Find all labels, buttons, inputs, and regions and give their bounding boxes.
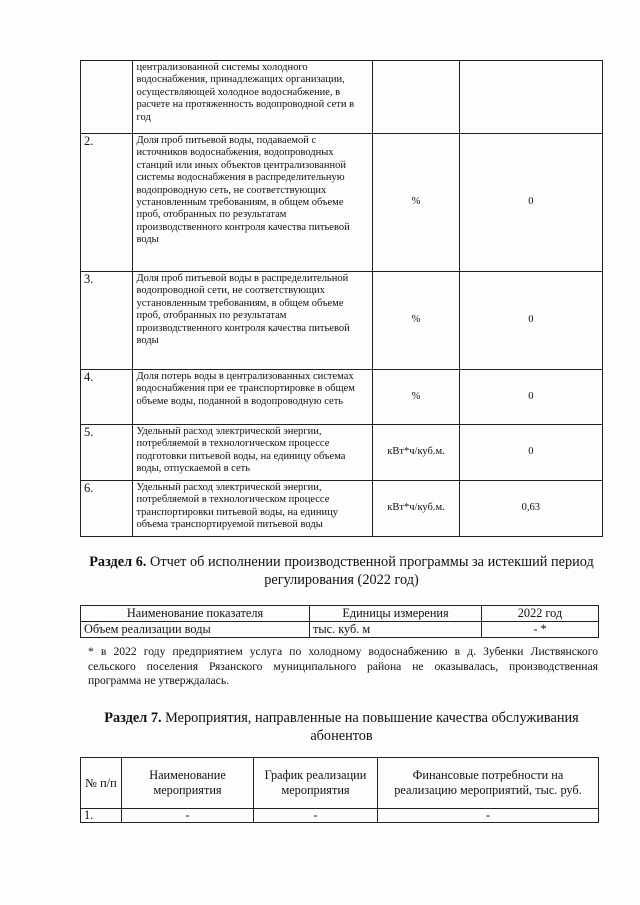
indicator-value: 0 <box>459 370 602 425</box>
header-year: 2022 год <box>482 606 599 622</box>
header-financial-needs: Финансовые потребности на реализацию мероприятий, тыс. руб. <box>378 758 599 809</box>
indicator-value <box>459 61 602 134</box>
row-number: 6. <box>81 481 133 537</box>
cell-number: 1. <box>81 809 122 823</box>
activities-table <box>80 757 599 823</box>
row-number <box>81 61 133 134</box>
header-units: Единицы измерения <box>310 606 482 622</box>
header-number: № п/п <box>81 758 122 809</box>
row-number: 2. <box>81 134 133 272</box>
indicators-table <box>80 60 603 537</box>
row-number: 4. <box>81 370 133 425</box>
header-schedule: График реализации мероприятия <box>254 758 378 809</box>
section-6-title: Отчет об исполнении производственной программы за истекший период регулирования (2022 год) <box>150 554 594 588</box>
indicator-name: Удельный расход электрической энергии, потребляемой в технологическом процессе транспортировки питьевой воды, на единицу объема транспортируемой питьевой воды <box>133 481 373 537</box>
cell-units: тыс. куб. м <box>310 622 482 638</box>
footnote: * в 2022 году предприятием услуга по холодному водоснабжению в д. Зубенки Листвянского сельского поселения Рязанского муниципального района не оказывалась, производственная программа не утверждалась. <box>88 645 598 687</box>
row-number: 5. <box>81 425 133 481</box>
table-row <box>81 134 603 272</box>
table-header-row <box>81 606 599 622</box>
indicator-name: Доля проб питьевой воды, подаваемой с источников водоснабжения, водопроводных станций или иных объектов централизованной системы водоснабжения в распределительную водопроводную сеть, не соответствующих установленным требованиям, в общем объеме проб, отобранных по результатам производственного контроля качества питьевой воды <box>133 134 373 272</box>
section-7-heading <box>80 709 603 745</box>
indicator-value: 0,63 <box>459 481 602 537</box>
indicator-name: Доля потерь воды в централизованных системах водоснабжения при ее транспортировке в общем объеме воды, поданной в водопроводную сеть <box>133 370 373 425</box>
row-number: 3. <box>81 272 133 370</box>
indicator-value: 0 <box>459 134 602 272</box>
table-row <box>81 370 603 425</box>
cell-schedule: - <box>254 809 378 823</box>
indicator-name: Удельный расход электрической энергии, потребляемой в технологическом процессе подготовки питьевой воды, на единицу объема воды, отпускаемой в сеть <box>133 425 373 481</box>
indicator-unit: % <box>373 370 459 425</box>
section-6-label: Раздел 6. <box>89 554 147 570</box>
cell-year-value: - * <box>482 622 599 638</box>
indicator-name: Доля проб питьевой воды в распределительной водопроводной сети, не соответствующих установленным требованиям, в общем объеме проб, отобранных по результатам производственного контроля качества питьевой воды <box>133 272 373 370</box>
header-indicator-name: Наименование показателя <box>81 606 310 622</box>
report-table <box>80 605 599 638</box>
indicator-name: централизованной системы холодного водоснабжения, принадлежащих организации, осуществляющей холодное водоснабжение, в расчете на протяженность водопроводной сети в год <box>133 61 373 134</box>
table-row <box>81 809 599 823</box>
indicator-value: 0 <box>459 425 602 481</box>
table-row <box>81 622 599 638</box>
indicator-value: 0 <box>459 272 602 370</box>
table-row <box>81 425 603 481</box>
header-activity-name: Наименование мероприятия <box>122 758 254 809</box>
table-row <box>81 481 603 537</box>
indicator-unit: % <box>373 272 459 370</box>
cell-indicator-name: Объем реализации воды <box>81 622 310 638</box>
table-row <box>81 272 603 370</box>
indicator-unit: % <box>373 134 459 272</box>
cell-activity-name: - <box>122 809 254 823</box>
indicator-unit: кВт*ч/куб.м. <box>373 481 459 537</box>
indicator-unit <box>373 61 459 134</box>
section-7-label: Раздел 7. <box>104 710 162 726</box>
indicator-unit: кВт*ч/куб.м. <box>373 425 459 481</box>
table-row <box>81 61 603 134</box>
table-header-row <box>81 758 599 809</box>
section-6-heading <box>80 553 603 589</box>
section-7-title: Мероприятия, направленные на повышение качества обслуживания абонентов <box>165 710 579 744</box>
cell-financial-needs: - <box>378 809 599 823</box>
